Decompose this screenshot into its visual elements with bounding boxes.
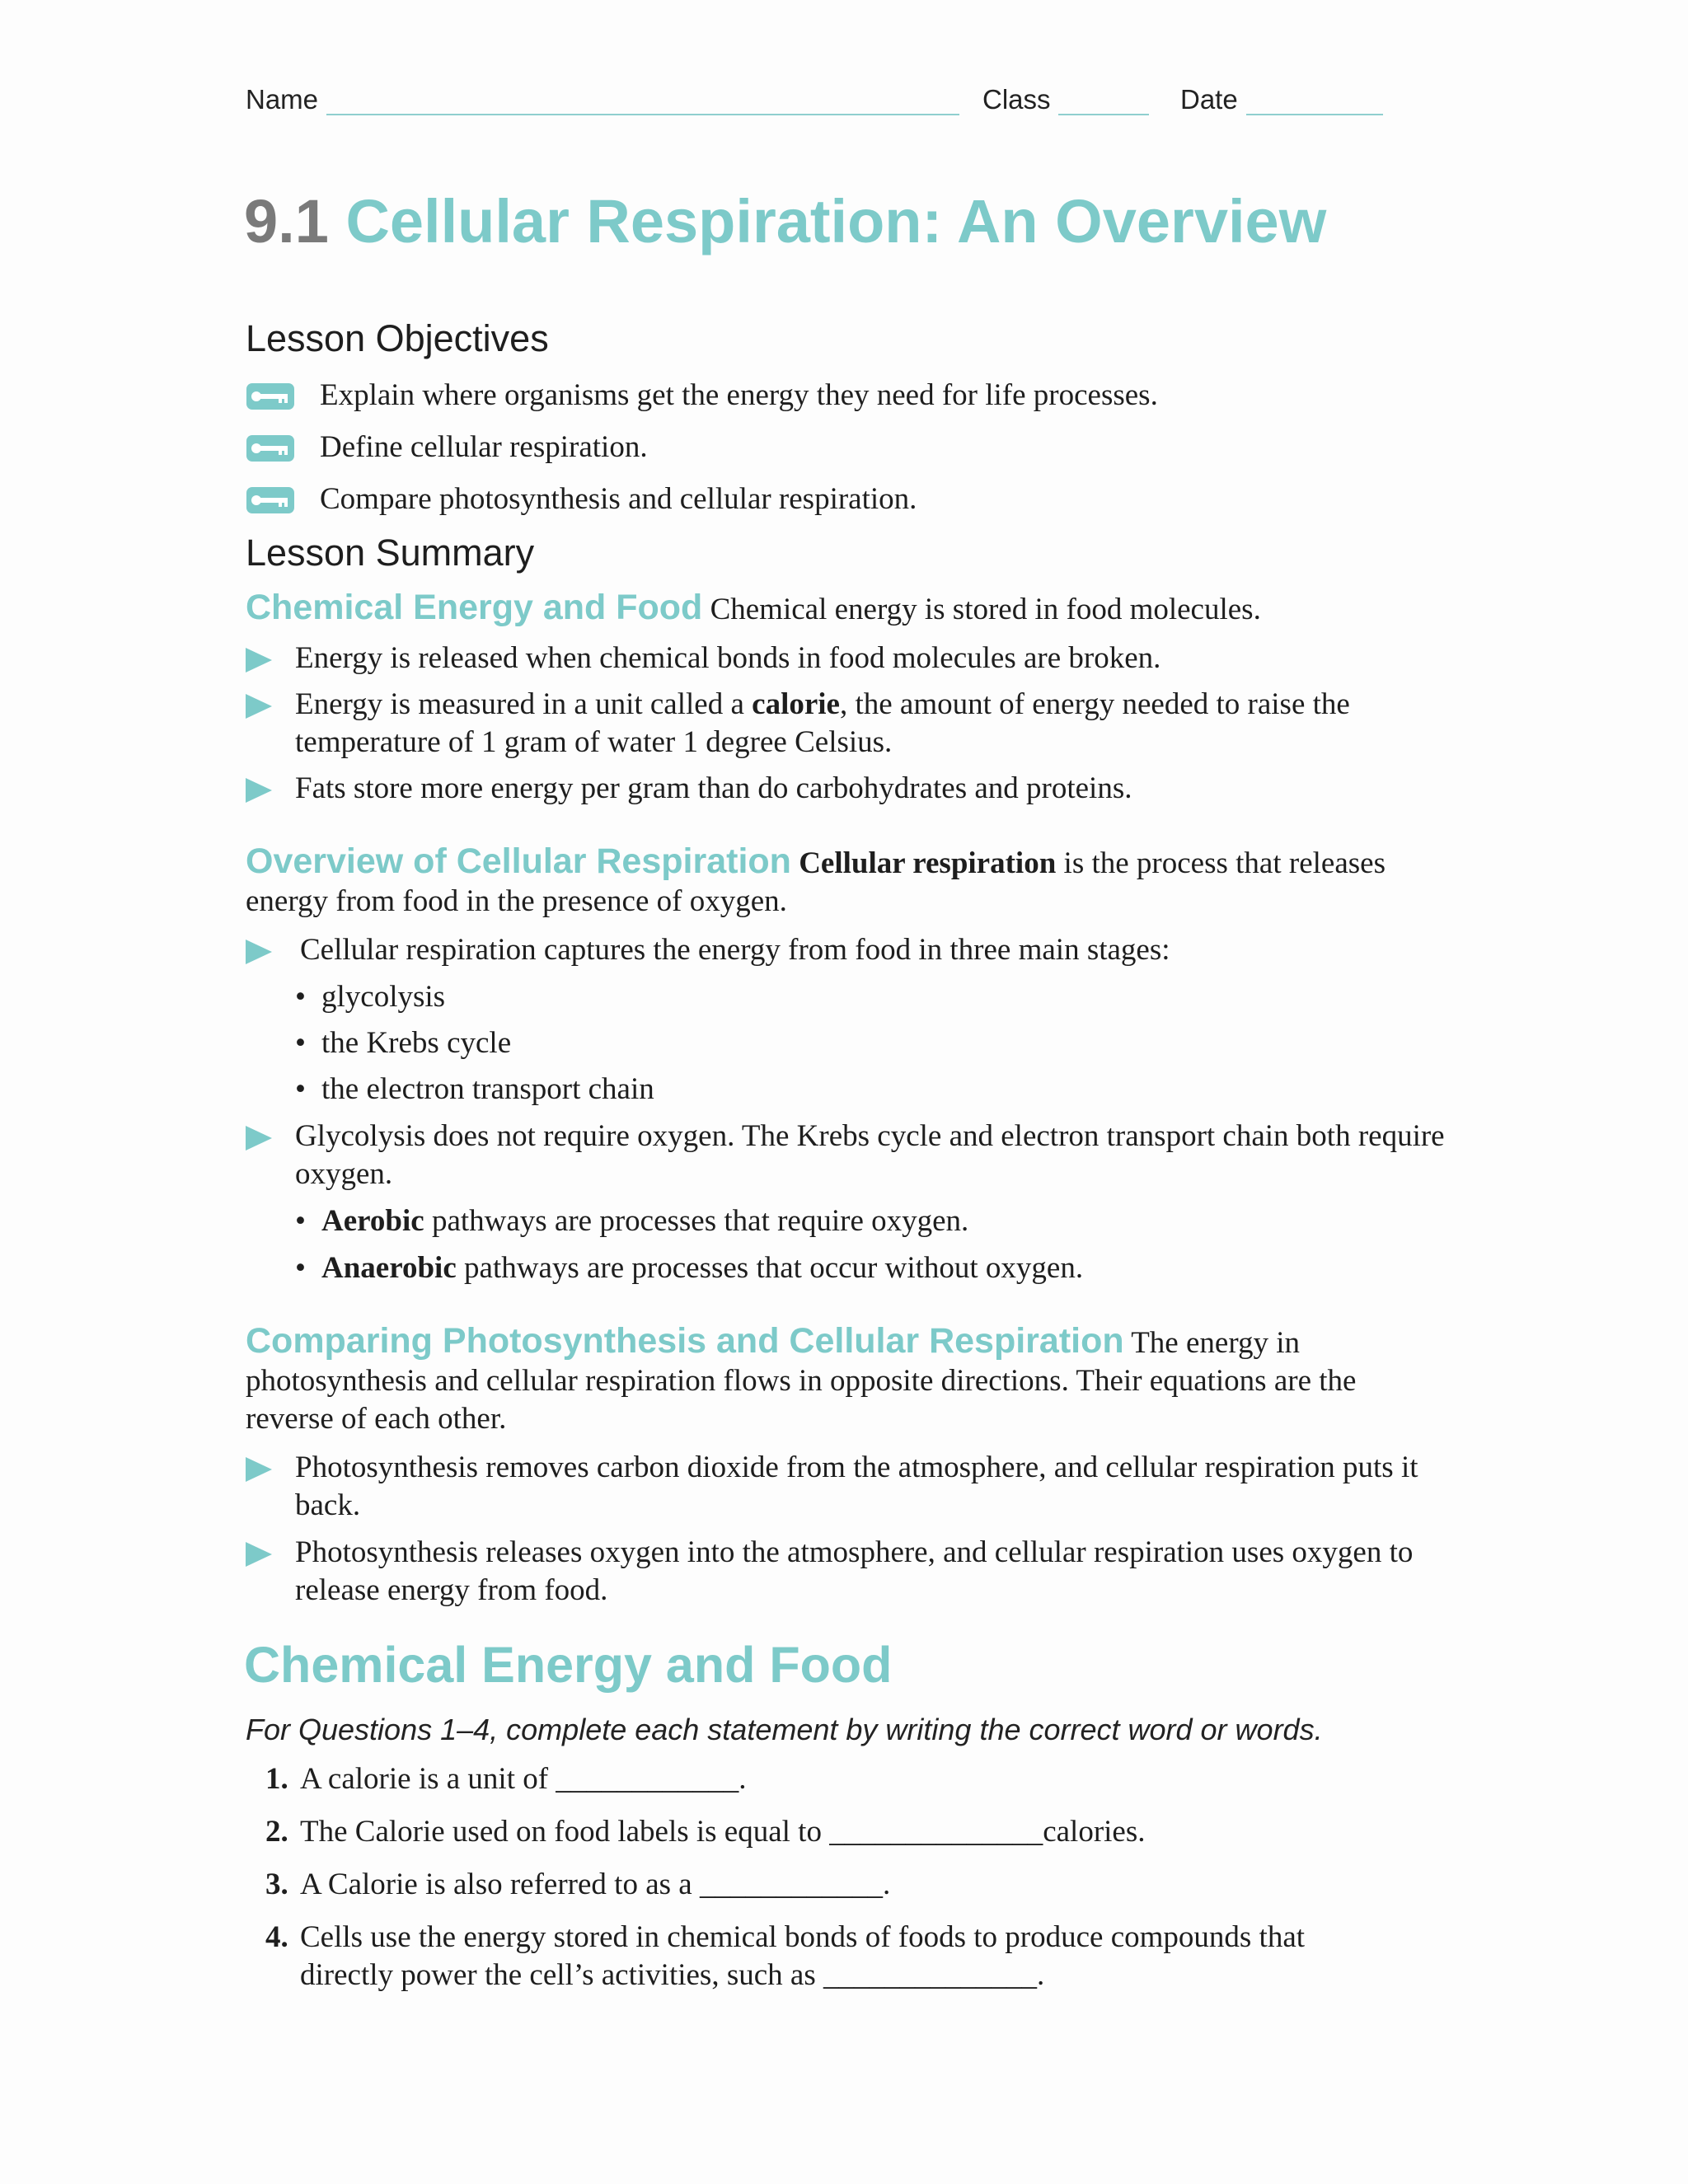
stage-text: the electron transport chain (321, 1072, 654, 1106)
pathway-item: • Aerobic pathways are processes that require oxygen. (295, 1204, 969, 1238)
key-icon (246, 486, 295, 514)
compare-head: Comparing Photosynthesis and Cellular Respiration (246, 1321, 1124, 1361)
objectives-heading: Lesson Objectives (246, 317, 549, 359)
summary-heading: Lesson Summary (246, 532, 535, 574)
chem-energy-paragraph (246, 588, 1449, 629)
question-text-continued[interactable]: directly power the cell’s activities, such as ______________. (300, 1958, 1045, 1992)
question-text[interactable]: A calorie is a unit of ____________. (300, 1762, 747, 1796)
chem-energy-text: Chemical energy is stored in food molecules. (702, 593, 1261, 626)
arrow-bullet-icon (246, 1457, 272, 1482)
stage-text: glycolysis (321, 980, 446, 1014)
stage-item: • the electron transport chain (295, 1072, 654, 1106)
bullet-text-part: , the amount of energy needed to raise the temperature of 1 gram of water 1 degree Celsius. (295, 687, 1350, 759)
bullet-text (295, 686, 1449, 762)
objective-text: Define cellular respiration. (320, 430, 648, 464)
arrow-bullet-icon (246, 940, 272, 964)
date-field[interactable] (1246, 114, 1383, 115)
objective-item (246, 377, 1482, 414)
bullet-text: Fats store more energy per gram than do carbohydrates and proteins. (295, 771, 1132, 805)
objective-item (246, 481, 1482, 518)
question-number: 3. (265, 1868, 288, 1901)
bullet-text: Glycolysis does not require oxygen. The Krebs cycle and electron transport chain both require oxygen. (295, 1119, 1445, 1191)
bullet-text: Photosynthesis releases oxygen into the atmosphere, and cellular respiration uses oxygen to release energy from food. (295, 1535, 1414, 1607)
stage-item: • glycolysis (295, 980, 446, 1014)
question-number: 1. (265, 1762, 288, 1796)
pathway-item: • Anaerobic pathways are processes that occur without oxygen. (295, 1251, 1084, 1285)
cellular-respiration-term: Cellular respiration (799, 846, 1057, 880)
arrow-bullet-icon (246, 1126, 272, 1151)
section-heading: Chemical Energy and Food (244, 1637, 893, 1693)
name-field[interactable] (326, 114, 959, 115)
question-number: 2. (265, 1815, 288, 1849)
bullet-text: Photosynthesis removes carbon dioxide from the atmosphere, and cellular respiration puts it back. (295, 1451, 1418, 1522)
pathway-text: pathways are processes that occur without oxygen. (456, 1251, 1084, 1285)
stage-item: • the Krebs cycle (295, 1026, 512, 1060)
calorie-term: calorie (752, 687, 840, 721)
title-text: Cellular Respiration: An Overview (345, 187, 1327, 255)
question-item (265, 1866, 1452, 1904)
question-number: 4. (265, 1920, 288, 1954)
anaerobic-term: Anaerobic (321, 1251, 457, 1285)
bullet-text: Energy is released when chemical bonds in food molecules are broken. (295, 641, 1161, 675)
key-icon (246, 434, 295, 462)
chem-energy-head: Chemical Energy and Food (246, 588, 703, 627)
question-item (265, 1813, 1452, 1851)
arrow-bullet-icon (246, 1542, 272, 1567)
class-label: Class (982, 84, 1051, 115)
stage-text: the Krebs cycle (321, 1026, 512, 1060)
compare-text: The energy in photosynthesis and cellular respiration flows in opposite directions. Their equations are the reverse of each other. (246, 1326, 1357, 1436)
aerobic-term: Aerobic (321, 1204, 424, 1238)
objective-text: Compare photosynthesis and cellular respiration. (320, 482, 917, 516)
page-title (244, 188, 1326, 255)
key-icon (246, 382, 295, 410)
question-item (265, 1919, 1452, 1994)
arrow-bullet-icon (246, 694, 272, 719)
title-number: 9.1 (244, 187, 329, 255)
overview-head: Overview of Cellular Respiration (246, 841, 791, 881)
question-text[interactable]: A Calorie is also referred to as a ____________. (300, 1868, 891, 1901)
overview-text: is the process that releases energy from food in the presence of oxygen. (246, 846, 1386, 918)
pathway-text: pathways are processes that require oxygen. (424, 1204, 969, 1238)
arrow-bullet-icon (246, 778, 272, 803)
question-text[interactable]: The Calorie used on food labels is equal to ______________calories. (300, 1815, 1146, 1849)
objective-item (246, 429, 1482, 466)
objective-text: Explain where organisms get the energy they need for life processes. (320, 378, 1158, 412)
question-text: Cells use the energy stored in chemical bonds of foods to produce compounds that (300, 1920, 1306, 1954)
name-label: Name (246, 84, 319, 115)
compare-paragraph (246, 1322, 1449, 1438)
date-label: Date (1180, 84, 1238, 115)
instructions: For Questions 1–4, complete each statement by writing the correct word or words. (246, 1713, 1323, 1746)
overview-paragraph (246, 842, 1449, 921)
bullet-text-part: Energy is measured in a unit called a (295, 687, 753, 721)
question-item (265, 1760, 1452, 1798)
bullet-text: Cellular respiration captures the energy from food in three main stages: (300, 933, 1170, 967)
arrow-bullet-icon (246, 648, 272, 673)
header-line (246, 82, 1391, 122)
class-field[interactable] (1058, 114, 1149, 115)
